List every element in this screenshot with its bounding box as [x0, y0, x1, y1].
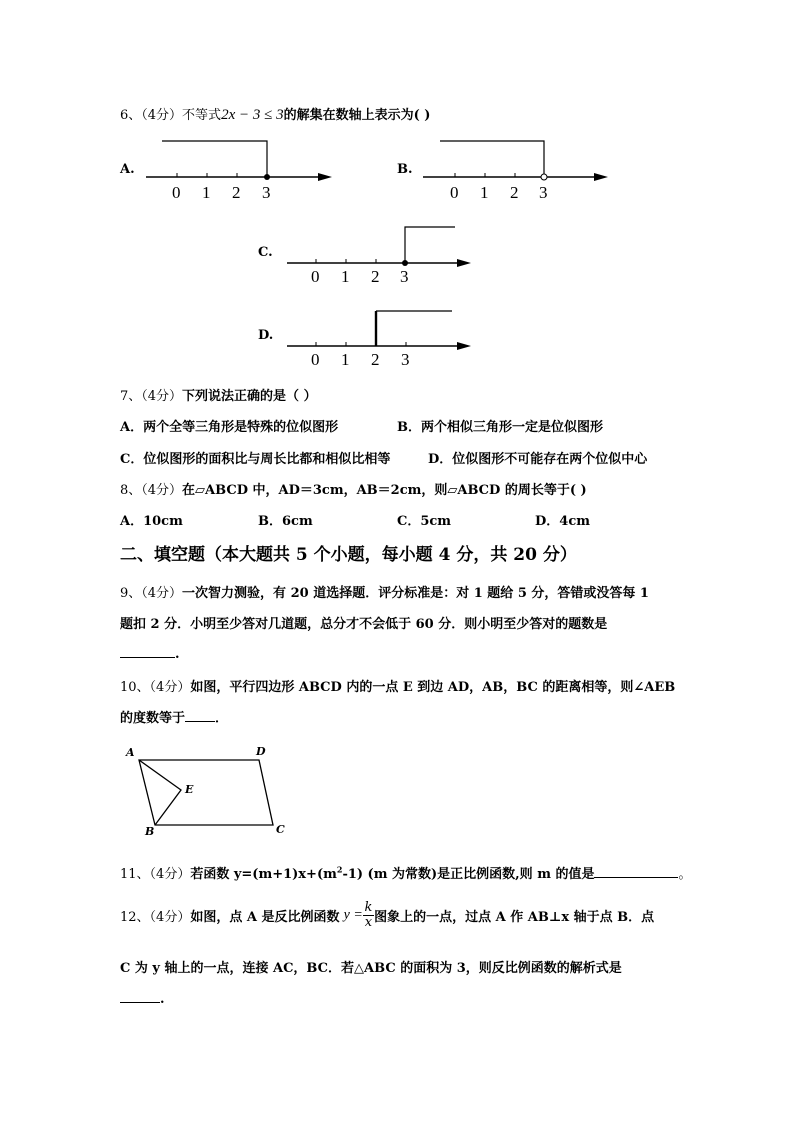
q12-fraction — [363, 901, 374, 930]
q12-text2: 图象上的一点，过点 A 作 AB⊥x 轴于点 B．点 — [374, 910, 655, 925]
tick-label: 1 — [341, 267, 350, 286]
q11-number: 11、（4分） — [120, 867, 191, 882]
tick-label: 2 — [371, 267, 380, 286]
q12-end: . — [160, 992, 165, 1007]
q6-math: 2x − 3 ≤ 3 — [221, 107, 284, 123]
q12-line1 — [120, 901, 654, 930]
q12-text-line2: C 为 y 轴上的一点，连接 AC，BC．若△ABC 的面积为 3，则反比例函数的解析式是 — [120, 961, 622, 976]
q8-text: 在▱ABCD 中，AD＝3cm，AB＝2cm，则▱ABCD 的周长等于( ) — [182, 483, 587, 498]
q9-text-line1: 一次智力测验，有 20 道选择题．评分标准是：对 1 题给 5 分，答错或没答每 1 — [182, 586, 649, 601]
answer-blank[interactable] — [594, 865, 678, 878]
parallelogram-abcd — [139, 760, 273, 825]
tick-label: 3 — [539, 183, 548, 202]
q11-stem — [120, 863, 692, 882]
q12-func-y: y = — [343, 907, 363, 923]
tick-label: 2 — [232, 183, 241, 202]
tick-label: 1 — [341, 350, 350, 369]
tick-label: 2 — [510, 183, 519, 202]
tick-label: 2 — [371, 350, 380, 369]
q9-text-line2: 题扣 2 分．小明至少答对几道题，总分才不会低于 60 分．则小明至少答对的题数是 — [120, 617, 608, 632]
point-label-a: A — [126, 746, 135, 759]
q10-text-line1: 如图，平行四边形 ABCD 内的一点 E 到边 AD，AB，BC 的距离相等，则∠AEB — [190, 680, 676, 695]
q11-text1: 若函数 y=(m+1)x+(m — [190, 867, 337, 882]
triangle-aeb — [139, 760, 181, 825]
q12-text1: 如图，点 A 是反比例函数 — [190, 910, 340, 925]
tick-label: 1 — [480, 183, 489, 202]
q6-text-before: 不等式 — [182, 108, 222, 123]
q11-superscript: 2 — [336, 864, 343, 875]
q6-number: 6、（4分） — [120, 108, 183, 123]
section-heading: 二、填空题（本大题共 5 个小题，每小题 4 分，共 20 分） — [120, 545, 577, 565]
q7-number: 7、（4分） — [120, 389, 183, 404]
tick-label: 3 — [262, 183, 271, 202]
q12-answer — [120, 990, 165, 1007]
tick-label: 0 — [450, 183, 459, 202]
q6-option-b-label[interactable]: B. — [397, 162, 413, 177]
q8-number: 8、（4分） — [120, 483, 183, 498]
q8-option-b[interactable]: B．6cm — [258, 514, 313, 529]
q6-option-a-label[interactable]: A. — [120, 162, 135, 177]
q7-text: 下列说法正确的是（ ） — [182, 389, 317, 404]
tick-label: 0 — [311, 267, 320, 286]
q10-number: 10、（4分） — [120, 680, 191, 695]
q7-option-a[interactable]: A．两个全等三角形是特殊的位似图形 — [120, 420, 339, 435]
tick-label: 3 — [401, 350, 410, 369]
q10-end: ． — [215, 711, 229, 726]
q7-option-c[interactable]: C．位似图形的面积比与周长比都和相似比相等 — [120, 452, 391, 467]
q6-option-c-label[interactable]: C. — [258, 245, 273, 260]
q8-option-a[interactable]: A．10cm — [120, 514, 183, 529]
q9-number: 9、（4分） — [120, 586, 183, 601]
q11-text2: -1) (m 为常数)是正比例函数,则 m 的值是 — [342, 867, 595, 882]
q8-option-c[interactable]: C．5cm — [397, 514, 452, 529]
q7-option-b[interactable]: B．两个相似三角形一定是位似图形 — [397, 420, 603, 435]
q7-option-d[interactable]: D．位似图形不可能存在两个位似中心 — [428, 452, 648, 467]
q12-func-k: k — [364, 900, 373, 915]
q12-func-x: x — [364, 915, 373, 930]
q6-option-d-label[interactable]: D. — [258, 328, 274, 343]
point-label-d: D — [256, 745, 266, 758]
tick-label: 0 — [172, 183, 181, 202]
point-label-c: C — [276, 823, 285, 836]
q8-option-d[interactable]: D．4cm — [535, 514, 590, 529]
q11-end: 。 — [678, 867, 692, 882]
point-label-e: E — [185, 783, 194, 796]
tick-label: 3 — [400, 267, 409, 286]
q10-text-line2: 的度数等于 — [120, 711, 186, 726]
tick-label: 0 — [311, 350, 320, 369]
q12-number: 12、（4分） — [120, 910, 191, 925]
q9-end: . — [175, 647, 180, 662]
answer-blank[interactable] — [120, 990, 160, 1003]
point-label-b: B — [145, 825, 155, 838]
tick-label: 1 — [202, 183, 211, 202]
q6-text-after: 的解集在数轴上表示为( ) — [283, 108, 431, 123]
